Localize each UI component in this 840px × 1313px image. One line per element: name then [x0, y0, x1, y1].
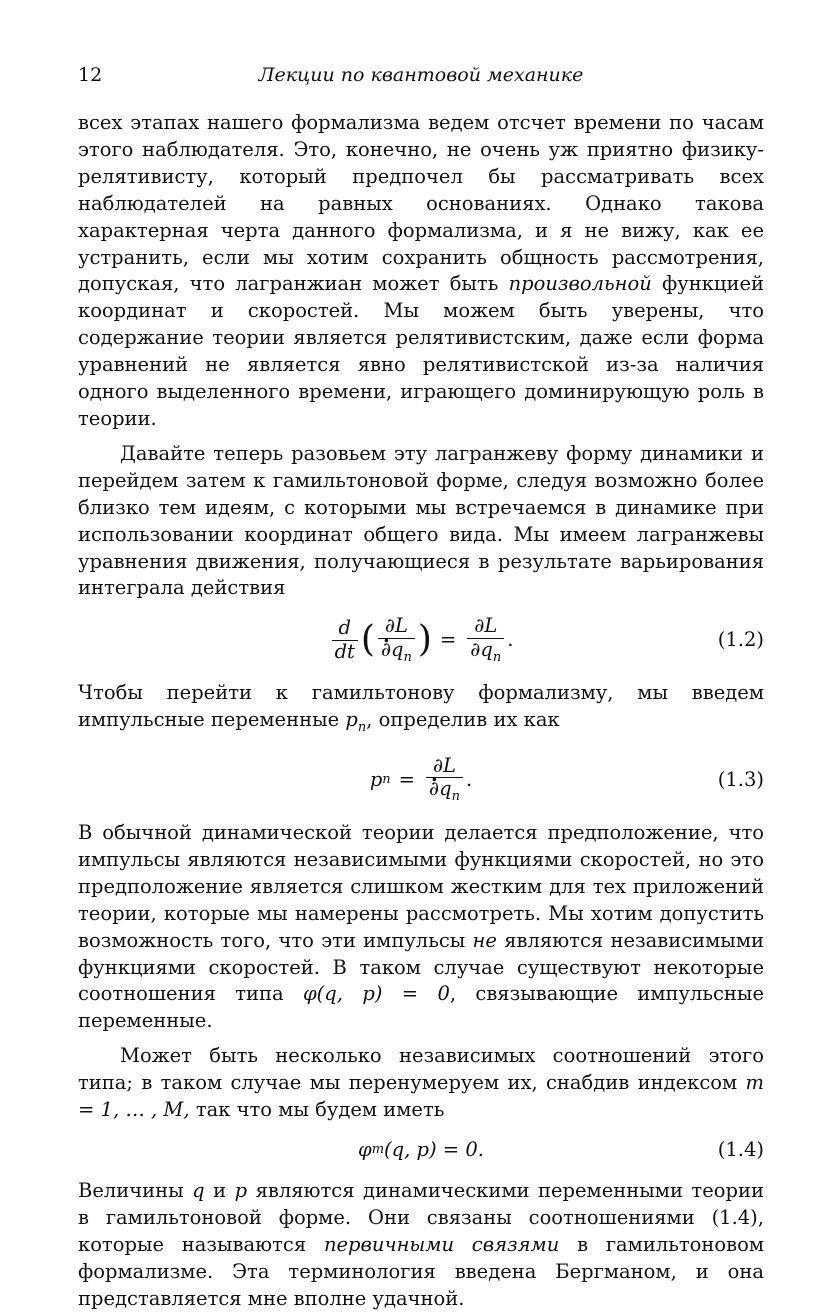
emphasis-not: не [472, 928, 497, 952]
eq12-dL-dqdot: ∂L . $\partial q_n$ [378, 615, 415, 665]
running-title: Лекции по квантовой механике [258, 64, 584, 86]
paragraph-1: всех этапах нашего формализма ведем отсчет времени по часам этого наблюдателя. Это, конечно, не очень уж приятно физику-релятивисту, который предпочел бы рассматривать всех наблюдателей на равных основаниях. Однако такова характерная черта данного формализма, и я не вижу, как ее устранить, если мы хотим сохранить общность рассмотрения, допуская, что лагранжиан может быть произвольной функцией координат и скоростей. Мы можем быть уверены, что содержание теории является релятивистским, даже если форма уравнений не является явно релятивистской из-за наличия одного выделенного времени, играющего доминирующую роль в теории. [78, 111, 765, 430]
paragraph-3: Чтобы перейти к гамильтонову формализму, мы введем импульсные переменные $p_n$, определив их как [78, 681, 764, 736]
body-text [78, 110, 764, 1313]
eq12-d-dt: $\frac{d}{dt}$ [332, 617, 358, 663]
equation-1-3: p n = ∂L . $\partial q_n$ . (1.3) [78, 748, 764, 812]
equation-1-4: φ m (q, p) = 0. (1.4) [78, 1130, 764, 1170]
equation-1-2: $\frac{d}{dt}$ ( ∂L . $\partial q_n$ ) = $\frac{\partial L}{\partial q_n}$ . (1.2) [78, 608, 764, 672]
emphasis-primary-constraints: первичными связями [323, 1232, 560, 1256]
paragraph-4: В обычной динамической теории делается предположение, что импульсы являются независимыми функциями скоростей, но это предположение является слишком жестким для тех приложений теории, которые мы намерены рассмотреть. Мы хотим допустить возможность того, что эти импульсы не являются независимыми функциями скоростей. В таком случае существуют некоторые соотношения типа φ(q, p) = 0, связывающие импульсные переменные. [78, 821, 764, 1033]
paragraph-5: Может быть несколько независимых соотношений этого типа; в таком случае мы перенумеруем их, снабдив индексом m = 1, … , M, так что мы будем иметь [78, 1044, 764, 1122]
equation-number: (1.2) [717, 627, 764, 651]
equation-number: (1.4) [717, 1137, 764, 1161]
emphasis-arbitrary: произвольной [508, 272, 652, 296]
eq13-fraction: ∂L . $\partial q_n$ [426, 755, 463, 805]
paragraph-2: Давайте теперь разовьем эту лагранжеву форму динамики и перейдем затем к гамильтоновой форме, следуя возможно более близко тем идеям, с которыми мы встречаемся в динамике при использовании координат общего вида. Мы имеем лагранжевы уравнения движения, получающиеся в результате варьирования интеграла действия [78, 441, 764, 600]
equation-number: (1.3) [717, 767, 764, 791]
eq12-dL-dq: $\frac{\partial L}{\partial q_n}$ [467, 615, 504, 665]
page-header [78, 64, 764, 94]
page-number: 12 [78, 64, 103, 86]
paragraph-6: Величины q и p являются динамическими переменными теории в гамильтоновой форме. Они связаны соотношениями (1.4), которые называются первичными связями в гамильтоновом формализме. Эта терминология введена Бергманом, и она представляется мне вполне удачной. [78, 1178, 765, 1310]
